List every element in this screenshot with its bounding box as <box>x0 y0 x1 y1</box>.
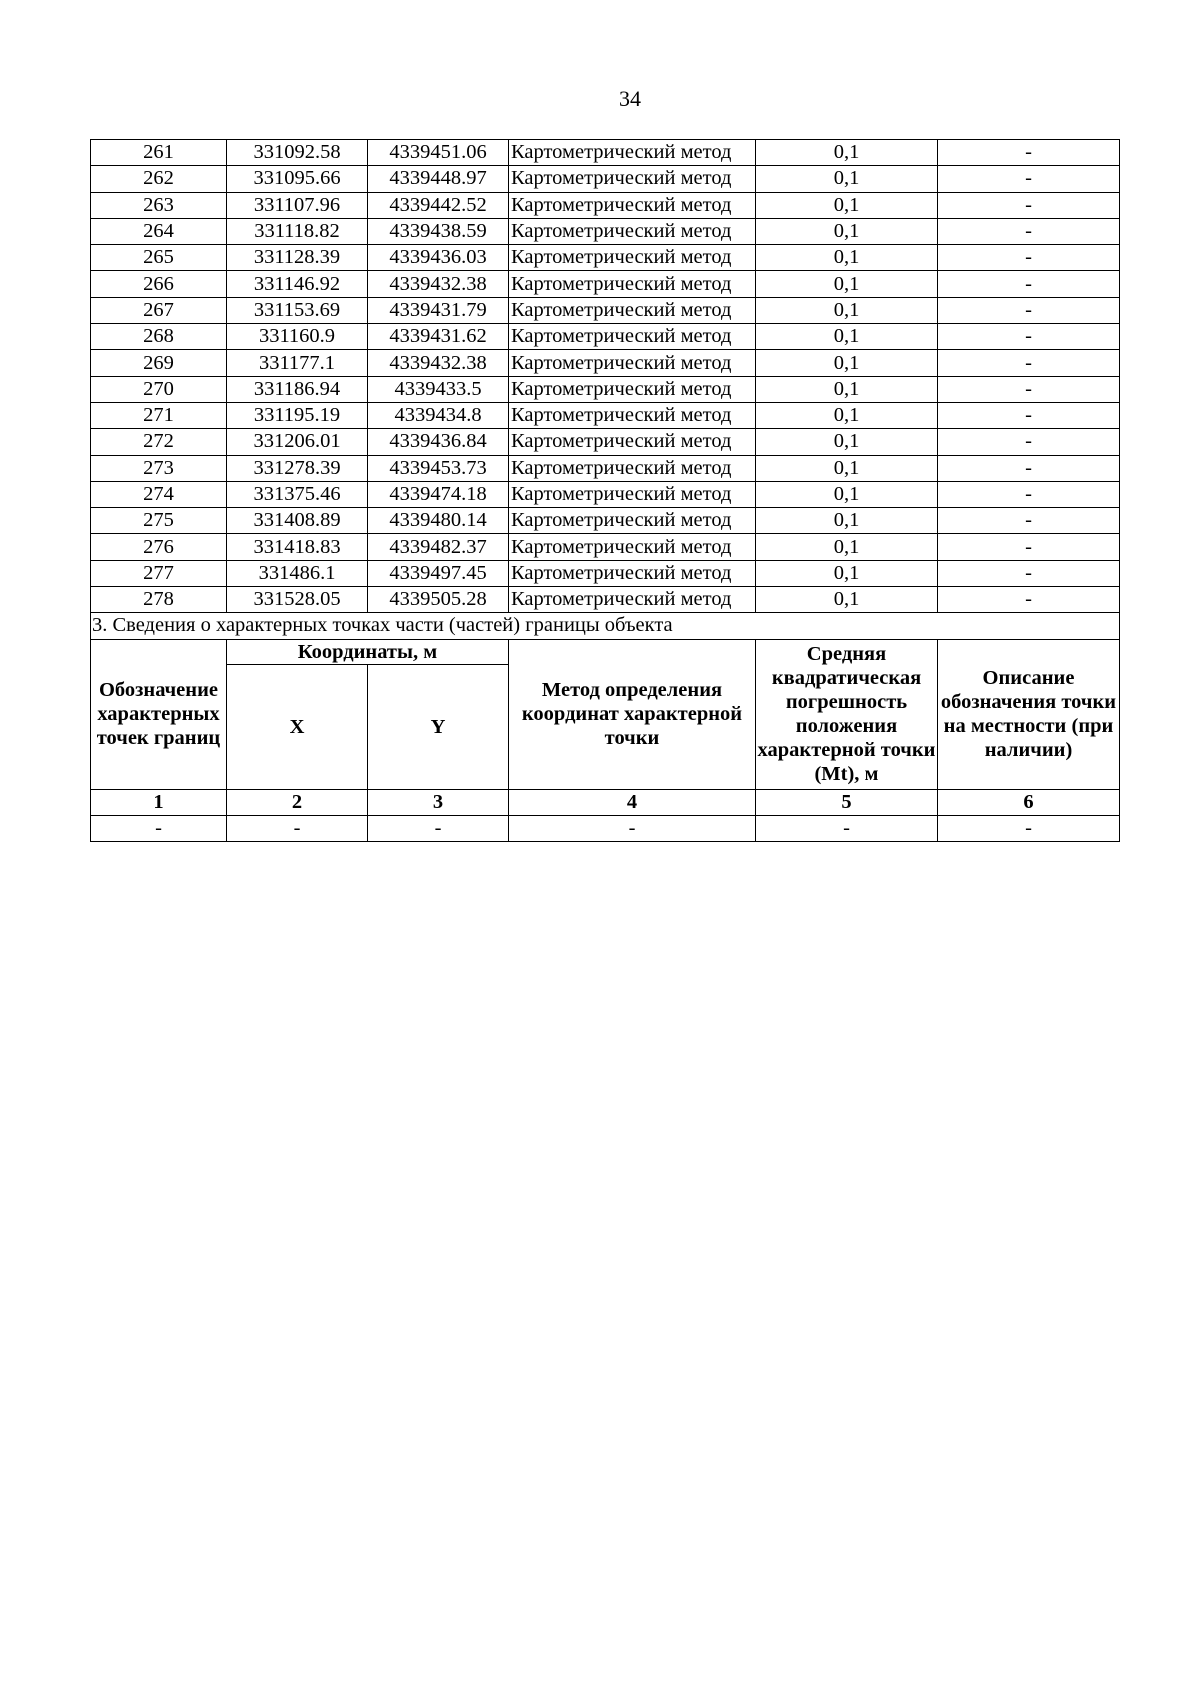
x-cell: 331095.66 <box>227 166 368 192</box>
y-cell: 4339453.73 <box>368 455 509 481</box>
x-cell: 331128.39 <box>227 245 368 271</box>
table-row <box>91 350 1120 376</box>
table-row <box>91 508 1120 534</box>
y-cell: 4339497.45 <box>368 560 509 586</box>
point-cell: 278 <box>91 587 227 613</box>
description-cell: - <box>938 508 1120 534</box>
y-cell: 4339431.62 <box>368 324 509 350</box>
method-cell: Картометрический метод <box>509 587 756 613</box>
point-cell: 263 <box>91 192 227 218</box>
header-coordinates: Координаты, м <box>227 639 509 664</box>
column-number: 6 <box>938 789 1120 815</box>
column-numbers-row <box>91 789 1120 815</box>
description-cell: - <box>938 166 1120 192</box>
description-cell: - <box>938 218 1120 244</box>
table-row <box>91 192 1120 218</box>
x-cell: 331118.82 <box>227 218 368 244</box>
y-cell: 4339474.18 <box>368 481 509 507</box>
method-cell: Картометрический метод <box>509 218 756 244</box>
x-cell: 331278.39 <box>227 455 368 481</box>
table-row <box>91 218 1120 244</box>
description-cell: - <box>938 455 1120 481</box>
table-row <box>91 560 1120 586</box>
description-cell: - <box>938 481 1120 507</box>
x-cell: 331107.96 <box>227 192 368 218</box>
y-cell: 4339505.28 <box>368 587 509 613</box>
y-cell: 4339451.06 <box>368 140 509 166</box>
y-cell: 4339431.79 <box>368 297 509 323</box>
method-cell: Картометрический метод <box>509 429 756 455</box>
method-cell: Картометрический метод <box>509 508 756 534</box>
table-row <box>91 271 1120 297</box>
table-cell: - <box>227 815 368 841</box>
section-3-title: 3. Сведения о характерных точках части (частей) границы объекта <box>91 613 1120 639</box>
table-cell: - <box>938 815 1120 841</box>
mt-cell: 0,1 <box>756 140 938 166</box>
method-cell: Картометрический метод <box>509 481 756 507</box>
mt-cell: 0,1 <box>756 271 938 297</box>
coordinate-rows <box>91 140 1120 613</box>
y-cell: 4339433.5 <box>368 376 509 402</box>
table-row <box>91 324 1120 350</box>
point-cell: 273 <box>91 455 227 481</box>
x-cell: 331408.89 <box>227 508 368 534</box>
table-row <box>91 245 1120 271</box>
mt-cell: 0,1 <box>756 587 938 613</box>
method-cell: Картометрический метод <box>509 166 756 192</box>
column-number: 3 <box>368 789 509 815</box>
x-cell: 331153.69 <box>227 297 368 323</box>
coordinates-table <box>90 139 1120 842</box>
x-cell: 331146.92 <box>227 271 368 297</box>
y-cell: 4339480.14 <box>368 508 509 534</box>
x-cell: 331528.05 <box>227 587 368 613</box>
header-point: Обозначение характерных точек границ <box>91 639 227 789</box>
description-cell: - <box>938 271 1120 297</box>
mt-cell: 0,1 <box>756 429 938 455</box>
section-3 <box>91 613 1120 842</box>
x-cell: 331486.1 <box>227 560 368 586</box>
method-cell: Картометрический метод <box>509 324 756 350</box>
table-cell: - <box>91 815 227 841</box>
table-row <box>91 376 1120 402</box>
header-description: Описание обозначения точки на местности (при наличии) <box>938 639 1120 789</box>
header-method: Метод определения координат характерной точки <box>509 639 756 789</box>
x-cell: 331186.94 <box>227 376 368 402</box>
mt-cell: 0,1 <box>756 350 938 376</box>
section-3-data-row <box>91 815 1120 841</box>
y-cell: 4339438.59 <box>368 218 509 244</box>
x-cell: 331160.9 <box>227 324 368 350</box>
table-row <box>91 140 1120 166</box>
column-number: 5 <box>756 789 938 815</box>
method-cell: Картометрический метод <box>509 376 756 402</box>
column-number: 4 <box>509 789 756 815</box>
mt-cell: 0,1 <box>756 560 938 586</box>
point-cell: 276 <box>91 534 227 560</box>
description-cell: - <box>938 402 1120 428</box>
mt-cell: 0,1 <box>756 402 938 428</box>
description-cell: - <box>938 534 1120 560</box>
y-cell: 4339442.52 <box>368 192 509 218</box>
method-cell: Картометрический метод <box>509 140 756 166</box>
description-cell: - <box>938 245 1120 271</box>
mt-cell: 0,1 <box>756 245 938 271</box>
table-row <box>91 481 1120 507</box>
method-cell: Картометрический метод <box>509 297 756 323</box>
description-cell: - <box>938 297 1120 323</box>
header-x: X <box>227 664 368 789</box>
description-cell: - <box>938 376 1120 402</box>
table-cell: - <box>368 815 509 841</box>
table-row <box>91 455 1120 481</box>
mt-cell: 0,1 <box>756 508 938 534</box>
section-3-title-row <box>91 613 1120 639</box>
y-cell: 4339434.8 <box>368 402 509 428</box>
point-cell: 272 <box>91 429 227 455</box>
point-cell: 268 <box>91 324 227 350</box>
table-row <box>91 534 1120 560</box>
mt-cell: 0,1 <box>756 324 938 350</box>
point-cell: 275 <box>91 508 227 534</box>
point-cell: 271 <box>91 402 227 428</box>
y-cell: 4339432.38 <box>368 271 509 297</box>
column-number: 1 <box>91 789 227 815</box>
y-cell: 4339432.38 <box>368 350 509 376</box>
method-cell: Картометрический метод <box>509 534 756 560</box>
point-cell: 274 <box>91 481 227 507</box>
mt-cell: 0,1 <box>756 297 938 323</box>
mt-cell: 0,1 <box>756 218 938 244</box>
method-cell: Картометрический метод <box>509 402 756 428</box>
description-cell: - <box>938 350 1120 376</box>
table-row <box>91 402 1120 428</box>
table-row <box>91 166 1120 192</box>
method-cell: Картометрический метод <box>509 560 756 586</box>
x-cell: 331206.01 <box>227 429 368 455</box>
point-cell: 264 <box>91 218 227 244</box>
point-cell: 270 <box>91 376 227 402</box>
method-cell: Картометрический метод <box>509 455 756 481</box>
x-cell: 331418.83 <box>227 534 368 560</box>
description-cell: - <box>938 140 1120 166</box>
mt-cell: 0,1 <box>756 455 938 481</box>
y-cell: 4339436.03 <box>368 245 509 271</box>
x-cell: 331092.58 <box>227 140 368 166</box>
column-number: 2 <box>227 789 368 815</box>
point-cell: 262 <box>91 166 227 192</box>
x-cell: 331195.19 <box>227 402 368 428</box>
point-cell: 269 <box>91 350 227 376</box>
point-cell: 261 <box>91 140 227 166</box>
method-cell: Картометрический метод <box>509 192 756 218</box>
table-cell: - <box>509 815 756 841</box>
description-cell: - <box>938 324 1120 350</box>
y-cell: 4339448.97 <box>368 166 509 192</box>
table-row <box>91 429 1120 455</box>
point-cell: 265 <box>91 245 227 271</box>
page-number: 34 <box>619 86 641 111</box>
table-row <box>91 587 1120 613</box>
mt-cell: 0,1 <box>756 192 938 218</box>
point-cell: 266 <box>91 271 227 297</box>
description-cell: - <box>938 192 1120 218</box>
description-cell: - <box>938 587 1120 613</box>
table-row <box>91 297 1120 323</box>
y-cell: 4339436.84 <box>368 429 509 455</box>
header-mt: Средняя квадратическая погрешность положения характерной точки (Mt), м <box>756 639 938 789</box>
x-cell: 331177.1 <box>227 350 368 376</box>
method-cell: Картометрический метод <box>509 245 756 271</box>
method-cell: Картометрический метод <box>509 271 756 297</box>
mt-cell: 0,1 <box>756 376 938 402</box>
mt-cell: 0,1 <box>756 481 938 507</box>
header-y: Y <box>368 664 509 789</box>
point-cell: 267 <box>91 297 227 323</box>
section-3-header-row <box>91 639 1120 664</box>
x-cell: 331375.46 <box>227 481 368 507</box>
description-cell: - <box>938 560 1120 586</box>
mt-cell: 0,1 <box>756 166 938 192</box>
description-cell: - <box>938 429 1120 455</box>
method-cell: Картометрический метод <box>509 350 756 376</box>
point-cell: 277 <box>91 560 227 586</box>
y-cell: 4339482.37 <box>368 534 509 560</box>
table-cell: - <box>756 815 938 841</box>
mt-cell: 0,1 <box>756 534 938 560</box>
